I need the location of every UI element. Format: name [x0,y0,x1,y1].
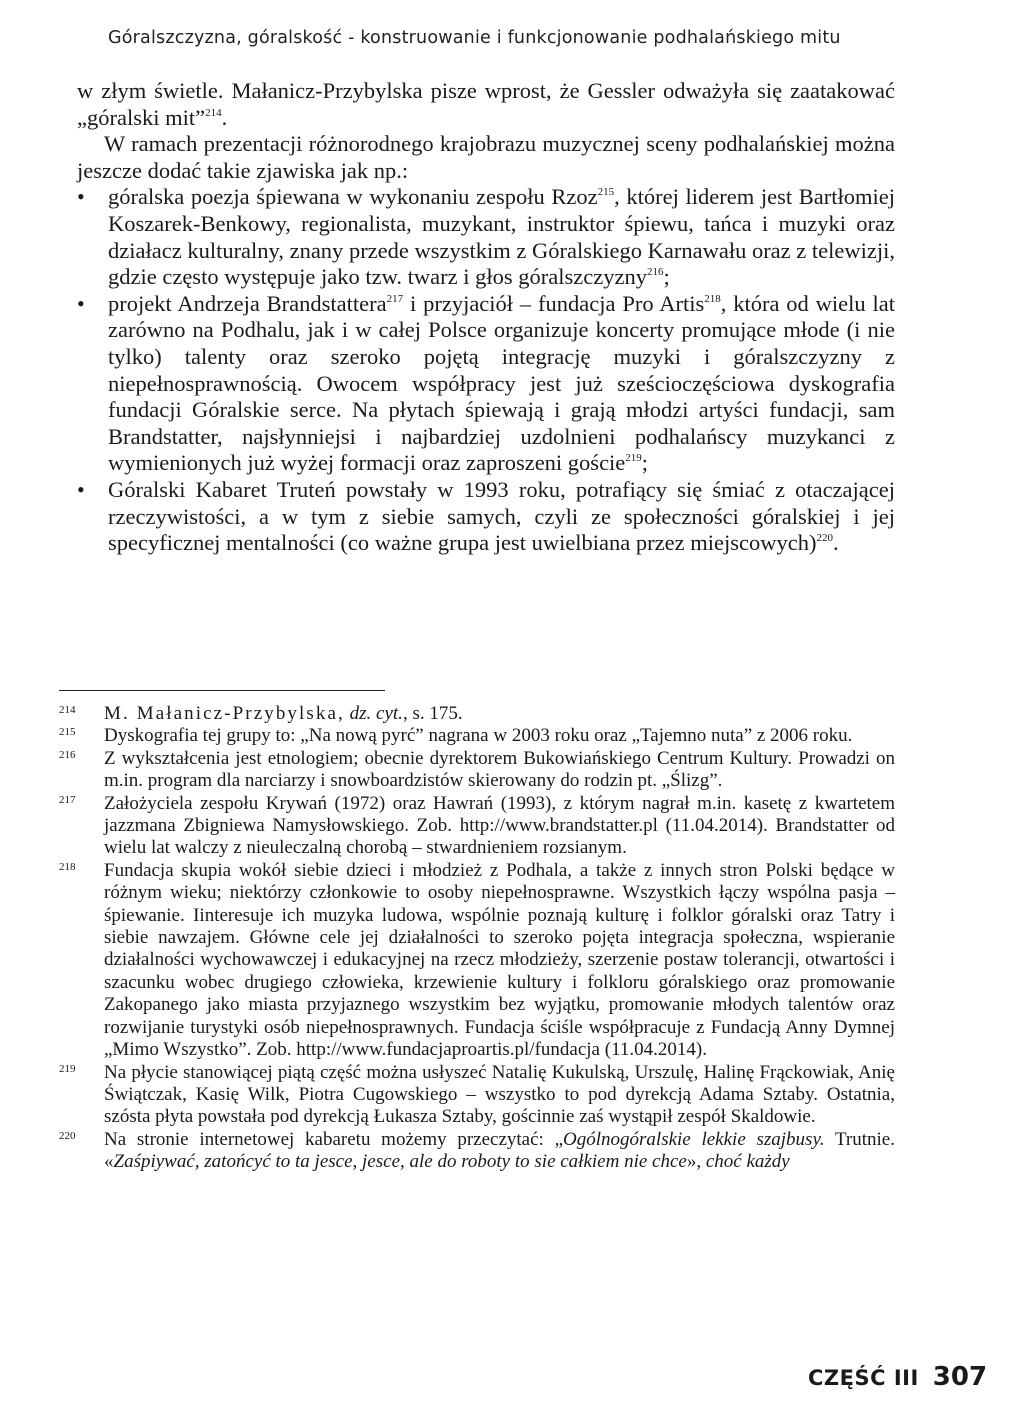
footnote-number: 215 [59,726,76,739]
paragraph-1: w złym świetle. Małanicz-Przybylska pisze wprost, że Gessler odważyła się zaatakować „góralski mit”$^{214}$. [77,78,895,130]
footnote-number: 214 [59,704,76,716]
footnote-ref[interactable]: 215 [597,186,615,199]
paragraph-2: W ramach prezentacji różnorodnego krajobrazu muzycznej sceny podhalańskiej można jeszcze dodać takie zjawiska jak np.: [77,131,895,183]
page-footer [808,1362,987,1392]
footnote-215: 215 Dyskografia tej grupy to: „Na nową pyrć” nagrana w 2003 roku oraz „Tajemno nuta” z 2006 roku. [59,725,853,747]
bullet-item: • góralska poezja śpiewana w wykonaniu zespołu Rzoz$^{215}$, której liderem jest Bartłomiej Koszarek-Benkowy, regionalista, muzykant, instruktor śpiewu, tańca i muzyki oraz działacz kulturalny, znany przede wszystkim z Góralskiego Karnawału oraz z telewizji, gdzie często występuje jako tzw. twarz i głos góralszczyzny$^{216}$; [77,184,895,290]
footnote-separator [59,690,385,691]
footnote-218: 218 Fundacja skupia wokół siebie dzieci i młodzież z Podhala, a także z innych stron Polski będące w różnym wieku; niektórzy członkowie to osoby niepełnosprawne. Wszystkich łączy wspólna pasja – śpiewanie. Iinteresuje ich muzyka ludowa, wspólnie poznają kulturę i folklor góralski oraz Tatry i siebie nawzajem. Główne cele jej działalności to szeroko pojęta integracja społeczna, wspieranie działalności wychowawczej i edukacyjnej na rzecz młodzieży, szerzenie postaw tolerancji, otwartości i szacunku wobec drugiego człowieka, krzewienie kultury i folkloru góralskiego oraz promowanie Zakopanego jako miasta przyjaznego wszystkim bez wyjątku, promowanie młodych talentów oraz rozwijanie turystyki osób niepełnosprawnych. Fundacja ściśle współpracuje z Fundacją Anny Dymnej „Mimo Wszystko”. Zob. http://www.fundacjaproartis.pl/fundacja (11.04.2014). [59,859,895,1061]
footnote-number: 220 [59,1129,76,1142]
part-label: CZĘŚĆ III [808,1366,919,1390]
bullet-item: • Góralski Kabaret Truteń powstały w 1993 roku, potrafiący się śmiać z otaczającej rzeczywistości, a w tym z siebie samych, czyli ze społeczności góralskiej i jej specyficznej mentalności (co ważne grupa jest uwielbiana przez miejscowych)$^{220}$. [77,477,895,557]
running-header: Góralszczyzna, góralskość - konstruowanie i funkcjonowanie podhalańskiego mitu [108,28,841,48]
footnote-number: 216 [59,748,76,761]
footnote-ref[interactable]: 218 [704,292,721,305]
bullet-list [77,184,895,556]
footnote-ref[interactable]: 214 [205,106,222,119]
footnote-217: 217 Założyciela zespołu Krywań (1972) oraz Hawrań (1993), z którym nagrał m.in. kasetę z kwartetem jazzmana Zbigniewa Namysłowskiego. Zob. http://www.brandstatter.pl (11.04.2014). Brandstatter od wielu lat walczy z nieuleczalną chorobą – stwardnieniem rozsianym. [59,792,895,859]
main-text [77,78,895,557]
footnote-214: 214 M. Małanicz-Przybylska, dz. cyt., s. 175. [59,703,463,724]
footnote-ref[interactable]: 219 [625,452,642,465]
footnote-number: 219 [59,1062,76,1075]
footnote-number: 218 [59,860,76,873]
bullet-item: • projekt Andrzeja Brandstattera$^{217}$ i przyjaciół – fundacja Pro Artis$^{218}$, która od wielu lat zarówno na Podhalu, jak i w całej Polsce organizuje koncerty promujące młode (i nie tylko) talenty oraz szeroko pojętą integrację muzyki i góralszczyzny z niepełnosprawnością. Owocem współpracy jest już sześcioczęściowa dyskografia fundacji Góralskie serce. Na płytach śpiewają i grają młodzi artyści fundacji, sam Brandstatter, najsłynniejsi i najbardziej uzdolnieni podhalańscy muzykanci z wymienionych już wyżej formacji oraz zaproszeni goście$^{219}$; [77,291,895,477]
footnote-ref[interactable]: 216 [646,266,664,279]
footnote-219: 219 Na płycie stanowiącej piątą część można usłyszeć Natalię Kukulską, Urszulę, Halinę Frąckowiak, Anię Świątczak, Kasię Wilk, Piotra Cugowskiego – wszystko to pod dyrekcją Adama Sztaby. Ostatnia, szósta płyta powstała pod dyrekcją Łukasza Sztaby, gościnnie zaś wystąpił zespół Skaldowie. [59,1061,895,1128]
footnote-ref[interactable]: 220 [816,532,833,545]
footnote-216: 216 Z wykształcenia jest etnologiem; obecnie dyrektorem Bukowiańskiego Centrum Kultury. Prowadzi on m.in. program dla narciarzy i snowboardzistów skierowany do rodzin pt. „Ślizg”. [59,747,895,792]
footnote-number: 217 [59,793,76,806]
footnote-ref[interactable]: 217 [386,292,404,305]
footnotes [59,703,895,1174]
footnote-220: 220 Na stronie internetowej kabaretu możemy przeczytać: „Ogólnogóralskie lekkie szajbusy. Trutnie. «Zaśpiywać, zatońcyć to ta jesce, jesce, ale do roboty to sie całkiem nie chce», choć każdy [59,1128,895,1173]
page-number: 307 [932,1362,988,1392]
